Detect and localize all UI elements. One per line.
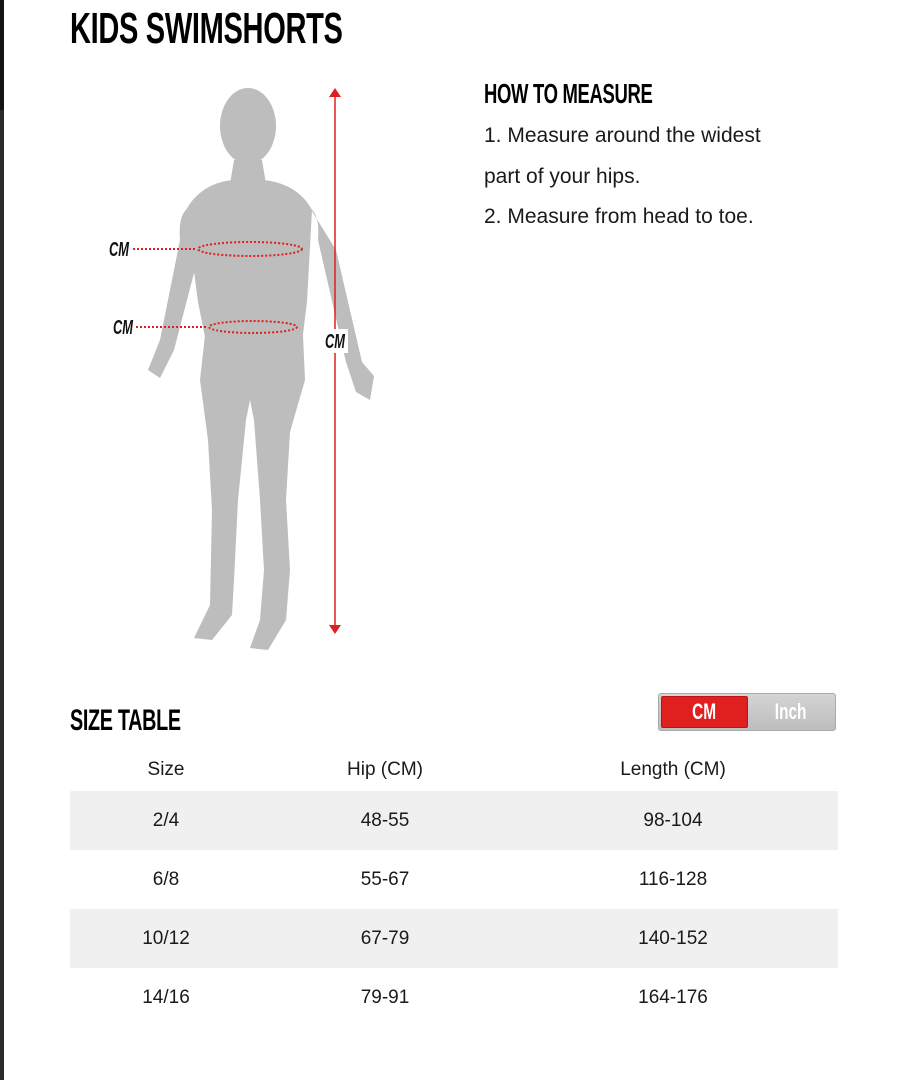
hip-cell: 67-79 bbox=[360, 927, 410, 949]
unit-cm-button[interactable]: CM bbox=[661, 696, 748, 728]
body-silhouette bbox=[148, 88, 374, 650]
window-edge-top bbox=[0, 0, 4, 110]
hip-cell: 55-67 bbox=[360, 868, 410, 890]
table-row bbox=[70, 850, 838, 909]
hip-cm-label: CM bbox=[113, 317, 134, 339]
instruction-line: 2. Measure from head to toe. bbox=[484, 205, 754, 228]
hip-cell: 48-55 bbox=[360, 809, 410, 831]
hip-cell: 79-91 bbox=[360, 986, 410, 1008]
length-cell: 140-152 bbox=[638, 927, 708, 949]
unit-toggle bbox=[658, 693, 836, 731]
column-header-length: Length (CM) bbox=[620, 758, 726, 780]
size-cell: 10/12 bbox=[142, 927, 190, 949]
page-title: KIDS SWIMSHORTS bbox=[70, 4, 343, 53]
size-cell: 14/16 bbox=[142, 986, 190, 1008]
size-table bbox=[70, 748, 838, 1027]
unit-inch-button[interactable]: Inch bbox=[774, 699, 807, 724]
length-cell: 98-104 bbox=[643, 809, 703, 831]
table-header-row bbox=[70, 748, 838, 791]
table-row bbox=[70, 791, 838, 850]
size-cell: 6/8 bbox=[152, 868, 180, 890]
window-edge bbox=[0, 0, 4, 1080]
height-arrow bbox=[329, 88, 341, 634]
size-cell: 2/4 bbox=[152, 809, 180, 831]
height-cm-label: CM bbox=[325, 331, 346, 353]
length-cell: 164-176 bbox=[638, 986, 708, 1008]
measurement-figure bbox=[100, 80, 400, 660]
column-header-hip: Hip (CM) bbox=[347, 758, 423, 780]
table-row bbox=[70, 909, 838, 968]
size-table-title: SIZE TABLE bbox=[70, 704, 181, 737]
length-cell: 116-128 bbox=[638, 868, 708, 890]
instruction-line: 1. Measure around the widest bbox=[484, 124, 761, 147]
how-to-measure-title: HOW TO MEASURE bbox=[484, 78, 653, 109]
chest-cm-label: CM bbox=[109, 239, 130, 261]
instruction-line: part of your hips. bbox=[484, 165, 641, 188]
column-header-size: Size bbox=[147, 758, 185, 780]
table-row bbox=[70, 968, 838, 1027]
